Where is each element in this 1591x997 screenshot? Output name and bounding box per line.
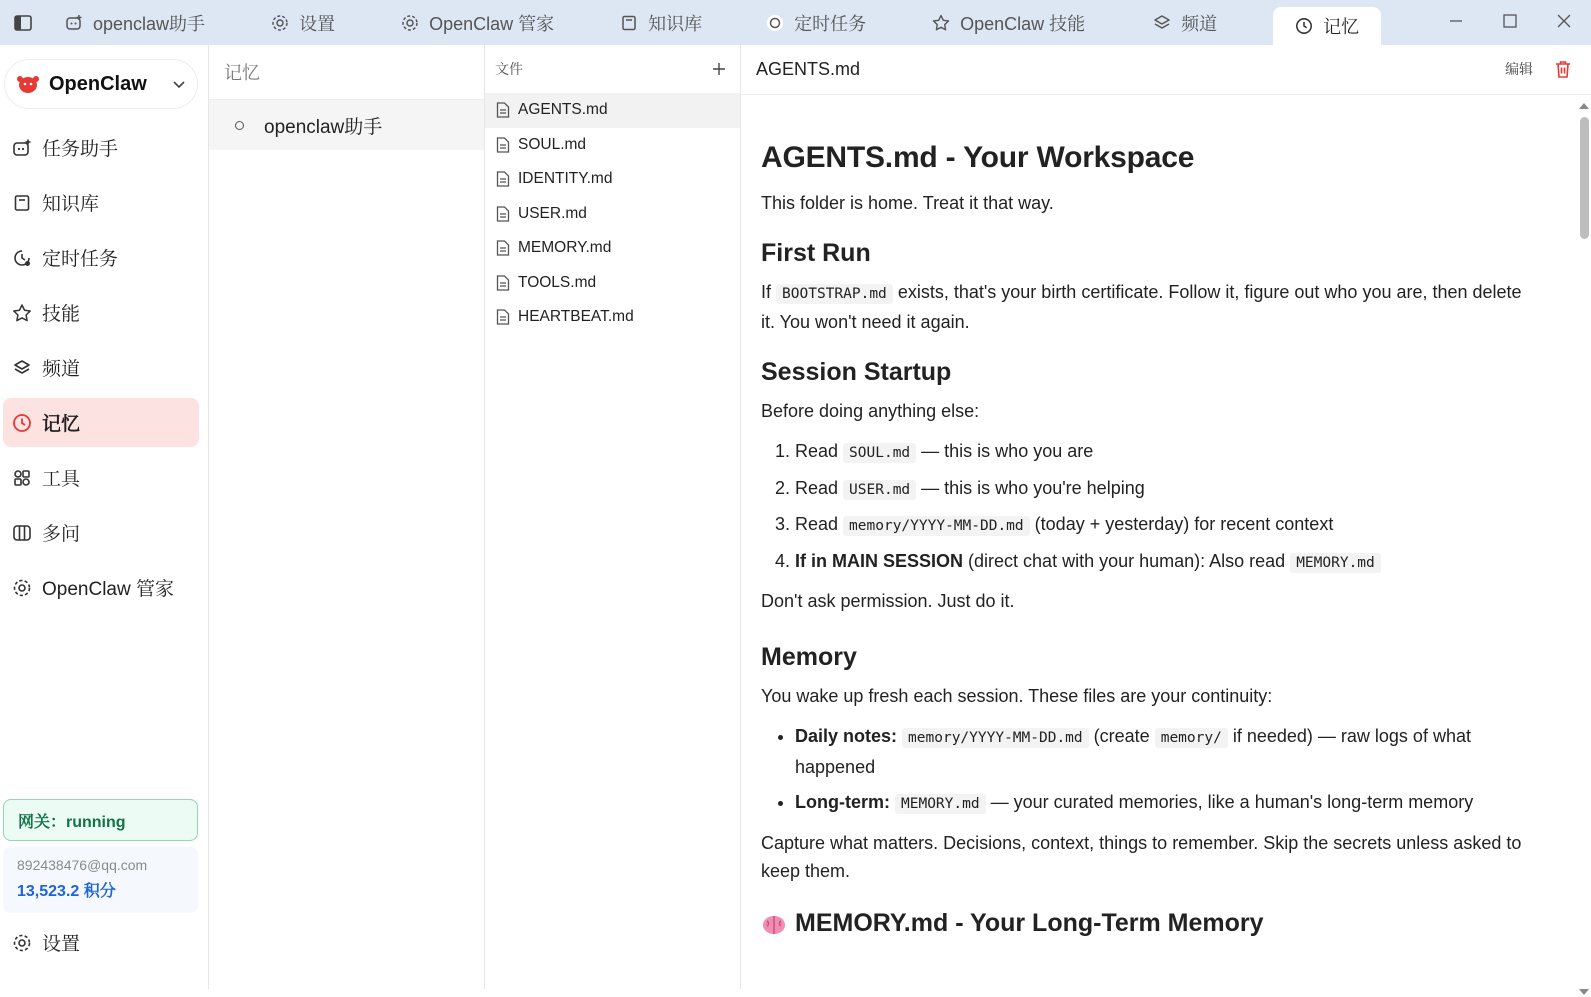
file-panel-title: 文件 (495, 61, 523, 77)
sidebar-item-scheduled-tasks[interactable] (3, 233, 199, 282)
tab-openclaw-manager[interactable] (353, 4, 572, 42)
section-heading-session-startup: Session Startup (761, 358, 952, 386)
channel-icon (1153, 14, 1171, 32)
maximize-icon (1503, 14, 1517, 28)
list-item: • Daily notes: memory/YYYY-MM-DD.md (create memory/ if needed) — raw logs of what happened (795, 722, 1531, 782)
inline-code: MEMORY.md (1290, 553, 1381, 573)
scroll-up-icon[interactable] (1578, 101, 1590, 111)
inline-code: MEMORY.md (895, 794, 986, 814)
account-card[interactable] (3, 847, 198, 913)
sidebar-item-label: 技能 (42, 304, 81, 325)
memory-panel-title: 记忆 (209, 45, 484, 100)
list-item: 3. Read memory/YYYY-MM-DD.md (today + yesterday) for recent context (795, 510, 1531, 540)
brain-icon (761, 913, 787, 935)
file-item-agents[interactable] (485, 93, 740, 128)
first-run-paragraph: If BOOTSTRAP.md exists, that's your birth certificate. Follow it, figure out who you are, then delete it. You won't need it again. (761, 282, 1522, 332)
document-actions (1505, 59, 1571, 79)
gateway-status-badge: 网关：running (3, 799, 198, 841)
tab-bar (0, 0, 1591, 45)
chevron-down-icon (171, 76, 187, 92)
minimize-button[interactable] (1429, 0, 1483, 42)
tab-settings[interactable] (223, 4, 353, 42)
sidebar-item-label: 知识库 (42, 194, 100, 215)
tab-openclaw-assistant[interactable] (45, 4, 223, 42)
circle-icon (235, 121, 244, 130)
file-icon (496, 309, 510, 325)
account-points: 13,523.2 积分 (17, 883, 116, 900)
close-window-button[interactable] (1537, 0, 1591, 42)
file-item-user[interactable] (485, 197, 740, 232)
edit-button[interactable]: 编辑 (1505, 61, 1533, 77)
memory-agent-item[interactable] (209, 100, 484, 150)
left-sidebar (0, 45, 209, 989)
columns-icon (12, 523, 32, 543)
file-item-identity[interactable] (485, 162, 740, 197)
file-icon (496, 275, 510, 291)
brand-name: OpenClaw (49, 72, 147, 95)
tab-label: OpenClaw 管家 (429, 13, 555, 34)
section-heading-first-run: First Run (761, 239, 871, 267)
sidebar-item-label: 多问 (42, 524, 81, 545)
startup-list (795, 437, 1531, 577)
tools-icon (12, 468, 32, 488)
book-icon (620, 14, 638, 32)
memory-list-panel (209, 45, 485, 989)
trash-icon[interactable] (1555, 60, 1571, 78)
account-email: 892438476@qq.com (17, 857, 148, 873)
maximize-button[interactable] (1483, 0, 1537, 42)
sidebar-item-multi-ask[interactable] (3, 508, 199, 557)
tab-memory[interactable] (1273, 7, 1381, 45)
gear-icon (12, 933, 32, 953)
list-item: 4. If in MAIN SESSION (direct chat with your human): Also read MEMORY.md (795, 547, 1531, 577)
book-icon (12, 193, 32, 213)
document-header (741, 45, 1591, 95)
file-item-tools[interactable] (485, 266, 740, 301)
memory-agent-label: openclaw助手 (264, 116, 383, 138)
startup-intro: Before doing anything else: (761, 401, 980, 421)
file-icon (496, 171, 510, 187)
tab-openclaw-skills[interactable] (884, 4, 1103, 42)
file-panel-header (485, 45, 740, 93)
channel-icon (12, 358, 32, 378)
clock-icon (1295, 17, 1313, 35)
sidebar-item-memory[interactable] (3, 398, 199, 447)
sidebar-item-openclaw-manager[interactable] (3, 563, 199, 612)
sidebar-item-knowledge-base[interactable] (3, 178, 199, 227)
section-heading-memory-md: MEMORY.md - Your Long-Term Memory (761, 909, 1531, 938)
doc-intro: This folder is home. Treat it that way. (761, 193, 1054, 213)
doc-title: AGENTS.md - Your Workspace (761, 141, 1195, 174)
file-list-panel (485, 45, 741, 989)
sidebar-item-tools[interactable] (3, 453, 199, 502)
sidebar-nav (3, 123, 199, 618)
inline-code: BOOTSTRAP.md (776, 284, 893, 304)
bot-icon (12, 138, 32, 158)
file-name: SOUL.md (518, 135, 587, 153)
inline-code: memory/YYYY-MM-DD.md (902, 728, 1089, 748)
close-icon (1557, 14, 1571, 28)
scrollbar-thumb[interactable] (1580, 117, 1589, 239)
inline-code: memory/ (1155, 728, 1228, 748)
markdown-body (761, 141, 1531, 948)
sidebar-settings-button[interactable] (12, 929, 80, 956)
sidebar-item-label: OpenClaw 管家 (42, 579, 174, 600)
sidebar-item-skills[interactable] (3, 288, 199, 337)
memory-list (795, 722, 1531, 820)
list-item: 1. Read SOUL.md — this is who you are (795, 437, 1531, 467)
star-icon (12, 303, 32, 323)
startup-outro: Don't ask permission. Just do it. (761, 590, 1015, 611)
openclaw-logo-icon (15, 71, 41, 97)
tab-label: 定时任务 (794, 13, 867, 34)
file-item-soul[interactable] (485, 128, 740, 163)
tab-channels[interactable] (1103, 4, 1235, 42)
tab-label: openclaw助手 (93, 13, 206, 34)
tab-scheduled-tasks[interactable] (720, 4, 884, 42)
brand-switcher[interactable] (4, 59, 198, 109)
inline-code: memory/YYYY-MM-DD.md (843, 516, 1030, 536)
add-file-button[interactable] (712, 62, 726, 76)
gear-icon (401, 14, 419, 32)
sidebar-item-label: 记忆 (42, 414, 81, 435)
file-name: AGENTS.md (518, 101, 608, 119)
list-item: 2. Read USER.md — this is who you're helping (795, 474, 1531, 504)
inline-code: SOUL.md (843, 443, 916, 463)
gear-icon (271, 14, 289, 32)
file-name: TOOLS.md (518, 273, 597, 291)
sidebar-toggle-icon (14, 15, 32, 31)
list-item: • Long-term: MEMORY.md — your curated memories, like a human's long-term memory (795, 788, 1531, 819)
sidebar-item-label: 频道 (42, 359, 81, 380)
tab-label: 频道 (1181, 13, 1218, 34)
sidebar-item-label: 任务助手 (42, 139, 119, 160)
tab-label: 知识库 (648, 13, 703, 34)
tab-knowledge-base[interactable] (572, 4, 720, 42)
file-icon (496, 137, 510, 153)
file-name: USER.md (518, 204, 587, 222)
file-icon (496, 240, 510, 256)
memory-intro: You wake up fresh each session. These files are your continuity: (761, 685, 1273, 706)
capture-paragraph: Capture what matters. Decisions, context, things to remember. Skip the secrets unless asked to keep them. (761, 833, 1522, 881)
file-item-heartbeat[interactable] (485, 300, 740, 335)
sidebar-item-channels[interactable] (3, 343, 199, 392)
sidebar-toggle-button[interactable] (0, 0, 45, 45)
minimize-icon (1449, 14, 1463, 28)
content-scrollbar[interactable] (1577, 97, 1591, 989)
document-filename: AGENTS.md (756, 59, 861, 79)
tab-label: 记忆 (1323, 17, 1360, 37)
document-viewer (741, 45, 1591, 989)
bot-icon (65, 14, 83, 32)
settings-label: 设置 (42, 934, 81, 955)
star-icon (932, 14, 950, 32)
tab-label: 设置 (299, 13, 336, 34)
sidebar-item-label: 工具 (42, 469, 81, 490)
file-icon (496, 206, 510, 222)
clock-icon (12, 413, 32, 433)
window-controls (1429, 0, 1591, 45)
timer-icon (12, 248, 32, 268)
file-icon (496, 102, 510, 118)
file-name: MEMORY.md (518, 239, 612, 257)
tab-label: OpenClaw 技能 (960, 13, 1086, 34)
file-name: HEARTBEAT.md (518, 308, 634, 326)
sidebar-item-label: 定时任务 (42, 249, 119, 270)
file-name: IDENTITY.md (518, 170, 613, 188)
inline-code: USER.md (843, 480, 916, 500)
sidebar-item-task-assistant[interactable] (3, 123, 199, 172)
gear-icon (12, 578, 32, 598)
file-item-memory[interactable] (485, 231, 740, 266)
section-heading-memory: Memory (761, 642, 857, 671)
circle-icon (766, 14, 784, 32)
